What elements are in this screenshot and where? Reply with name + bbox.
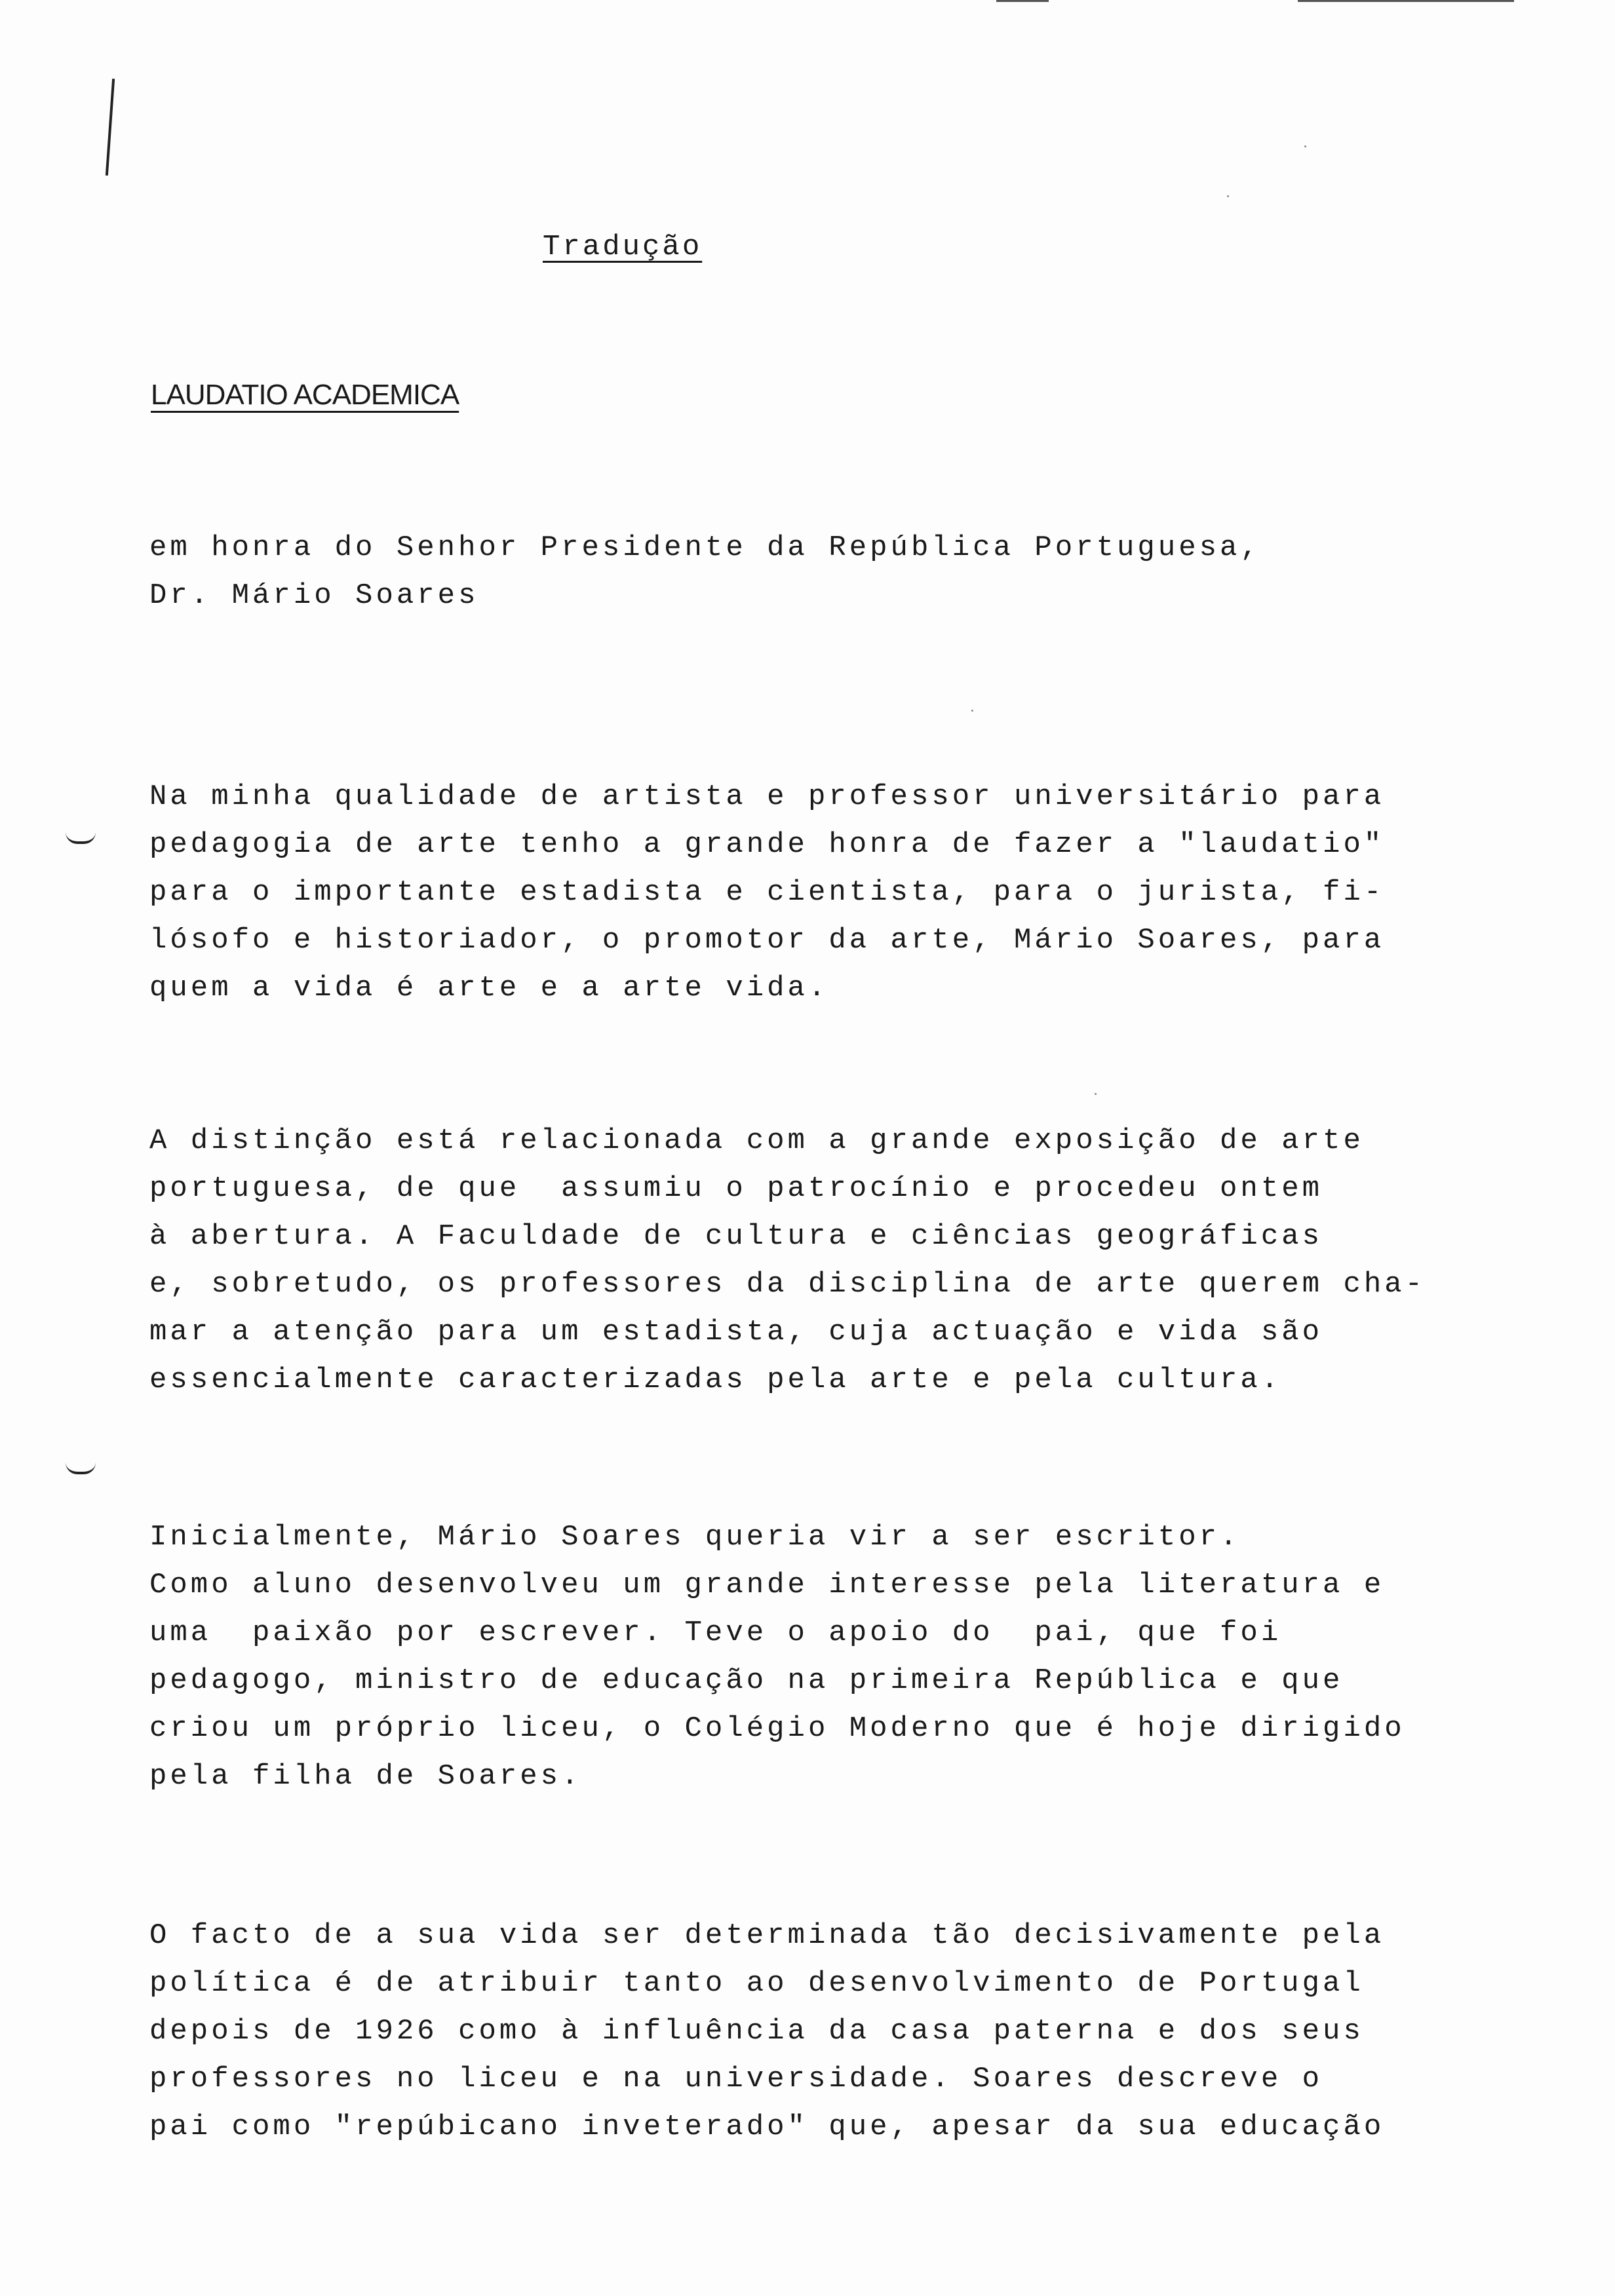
paragraph-line: pela filha de Soares.: [149, 1760, 582, 1793]
scan-speck: [971, 710, 973, 712]
paragraph: [149, 1912, 1384, 2151]
paragraph-line: A distinção está relacionada com a grande exposição de arte: [149, 1124, 1364, 1157]
paragraph-line: depois de 1926 como à influência da casa paterna e dos seus: [149, 2015, 1364, 2048]
paragraph-line: professores no liceu e na universidade. Soares descreve o: [149, 2063, 1323, 2095]
paragraph-line: criou um próprio liceu, o Colégio Moderno que é hoje dirigido: [149, 1712, 1405, 1745]
paragraph-line: Como aluno desenvolveu um grande interesse pela literatura e: [149, 1569, 1385, 1601]
paragraph-line: essencialmente caracterizadas pela arte e pela cultura.: [149, 1364, 1282, 1396]
scan-speck: [1095, 1093, 1097, 1095]
margin-pen-mark: [106, 79, 115, 176]
dedication-line: Dr. Mário Soares: [149, 579, 479, 612]
margin-bracket-mark: [66, 1463, 96, 1474]
paragraph-line: quem a vida é arte e a arte vida.: [149, 972, 829, 1004]
dedication-line: em honra do Senhor Presidente da República Portuguesa,: [149, 531, 1261, 564]
paragraph-line: uma paixão por escrever. Teve o apoio do pai, que foi: [149, 1617, 1282, 1649]
paragraph-line: pai como "repúbicano inveterado" que, apesar da sua educação: [149, 2111, 1385, 2143]
scan-edge-line: [996, 0, 1049, 2]
document-heading: LAUDATIO ACADEMICA: [151, 379, 459, 411]
paragraph: [149, 1117, 1426, 1404]
paragraph-line: à abertura. A Faculdade de cultura e ciências geográficas: [149, 1220, 1323, 1253]
paragraph: [149, 773, 1384, 1012]
document-title: Tradução: [543, 231, 703, 263]
scan-speck: [1304, 145, 1306, 147]
scan-edge-line: [1298, 0, 1514, 2]
paragraph-line: pedagogo, ministro de educação na primeira República e que: [149, 1664, 1344, 1697]
paragraph-line: pedagogia de arte tenho a grande honra de fazer a "laudatio": [149, 828, 1385, 861]
paragraph-line: e, sobretudo, os professores da disciplina de arte querem cha-: [149, 1268, 1426, 1301]
paragraph-line: mar a atenção para um estadista, cuja actuação e vida são: [149, 1316, 1323, 1349]
paragraph-line: para o importante estadista e cientista, para o jurista, fi-: [149, 876, 1385, 909]
paragraph-line: Na minha qualidade de artista e professor universitário para: [149, 780, 1385, 813]
paragraph-line: portuguesa, de que assumiu o patrocínio e procedeu ontem: [149, 1172, 1323, 1205]
scan-speck: [1227, 195, 1229, 197]
margin-bracket-mark: [66, 832, 96, 844]
paragraph-line: política é de atribuir tanto ao desenvolvimento de Portugal: [149, 1967, 1364, 2000]
paragraph-line: lósofo e historiador, o promotor da arte, Mário Soares, para: [149, 924, 1385, 957]
paragraph-line: Inicialmente, Mário Soares queria vir a ser escritor.: [149, 1521, 1241, 1554]
dedication: [149, 524, 1261, 620]
paragraph: [149, 1514, 1405, 1801]
paragraph-line: O facto de a sua vida ser determinada tão decisivamente pela: [149, 1919, 1385, 1952]
